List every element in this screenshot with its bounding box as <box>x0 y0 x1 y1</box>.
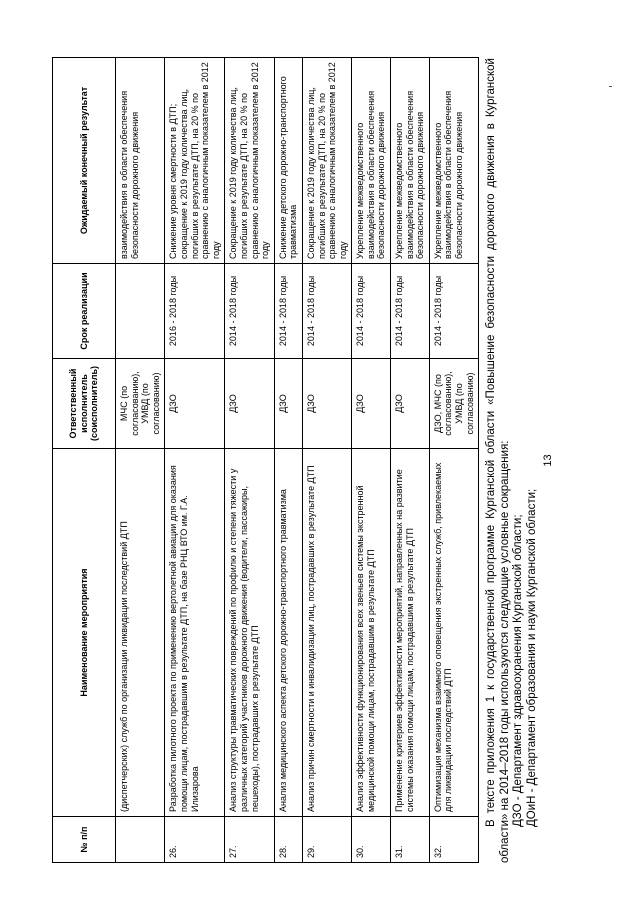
table-row <box>302 58 351 863</box>
cell-num <box>116 817 165 863</box>
cell-name: Анализ медицинского аспекта детского дорожно-транспортного травматизма <box>274 449 302 817</box>
table-row <box>352 58 391 863</box>
rotated-content <box>52 58 592 863</box>
cell-num: 32. <box>429 817 478 863</box>
measures-table <box>52 57 479 863</box>
cell-result: Сокращение к 2019 году количества лиц, погибших в результате ДТП, на 20 % по сравнению с аналогичным показателем в 2012 году <box>302 58 351 264</box>
header-num: № п/п <box>53 817 116 863</box>
header-executor: Ответственный исполнитель (соисполнитель) <box>53 359 116 449</box>
cell-num: 26. <box>165 817 225 863</box>
table-header-row <box>53 58 116 863</box>
cell-num: 30. <box>352 817 391 863</box>
cell-term <box>116 264 165 359</box>
cell-num: 28. <box>274 817 302 863</box>
cell-executor: ДЗО <box>165 359 225 449</box>
cell-num: 31. <box>391 817 430 863</box>
cell-name: Применение критериев эффективности мероприятий, направленных на развитие системы оказания помощи лицам, пострадавшим в результате ДТП <box>391 449 430 817</box>
page-number: 13 <box>542 454 554 467</box>
scan-mark <box>609 86 612 87</box>
cell-result: Сокращение к 2019 году количества лиц, погибших в результате ДТП, на 20 % по сравнению с аналогичным показателем в 2012 году <box>225 58 274 264</box>
header-result: Ожидаемый конечный результат <box>53 58 116 264</box>
table-row <box>225 58 274 863</box>
cell-result: взаимодействия в области обеспечения безопасности дорожного движения <box>116 58 165 264</box>
cell-result: Укрепление межведомственного взаимодействия в области обеспечения безопасности дорожного движения <box>352 58 391 264</box>
cell-name: (диспетчерских) служб по организации ликвидации последствий ДТП <box>116 449 165 817</box>
cell-name: Оптимизация механизма взаимного оповещения экстренных служб, привлекаемых для ликвидации последствий ДТП <box>429 449 478 817</box>
cell-term: 2016 - 2018 годы <box>165 264 225 359</box>
cell-term: 2014 - 2018 годы <box>274 264 302 359</box>
cell-result: Снижение уровня смертности в ДТП; сокращение к 2019 году количества лиц, погибших в результате ДТП, на 20 % по сравнению с аналогичным показателем в 2012 году <box>165 58 225 264</box>
table-row <box>116 58 165 863</box>
cell-num: 27. <box>225 817 274 863</box>
table-row <box>429 58 478 863</box>
cell-result: Укрепление межведомственного взаимодействия в области обеспечения безопасности дорожного движения <box>391 58 430 264</box>
cell-executor: ДЗО <box>302 359 351 449</box>
cell-executor: МЧС (по согласованию), УМВД (по согласованию) <box>116 359 165 449</box>
cell-num: 29. <box>302 817 351 863</box>
table-row <box>391 58 430 863</box>
table-row <box>274 58 302 863</box>
cell-name: Анализ структуры травматических повреждений по профилю и степени тяжести у различных категорий участников дорожного движения (водители, пассажиры, пешеходы), пострадавших в результате ДТП <box>225 449 274 817</box>
cell-executor: ДЗО <box>225 359 274 449</box>
cell-name: Анализ эффективности функционирования всех звеньев системы экстренной медицинской помощи лицам, пострадавшим в результате ДТП <box>352 449 391 817</box>
note-intro: В тексте приложения 1 к государственной программе Курганской области «Повышение безопасности дорожного движения в Курганской области» на 2014–2018 годы используются следующие условные сокращения: <box>485 58 511 863</box>
cell-executor: ДЗО <box>274 359 302 449</box>
header-name: Наименование мероприятия <box>53 449 116 817</box>
cell-executor: ДЗО, МЧС (по согласованию), УМВД (по согласованию) <box>429 359 478 449</box>
cell-executor: ДЗО <box>391 359 430 449</box>
note-abbr-dzo: ДЗО - Департамент здравоохранения Курганской области; <box>512 514 524 827</box>
cell-name: Разработка пилотного проекта по применению вертолетной авиации для оказания помощи лицам, пострадавшим в результате ДТП, на базе РНЦ ВТО им. Г.А. Илизарова <box>165 449 225 817</box>
cell-term: 2014 - 2018 годы <box>391 264 430 359</box>
cell-term: 2014 - 2018 годы <box>225 264 274 359</box>
cell-term: 2014 - 2018 годы <box>352 264 391 359</box>
table-row <box>165 58 225 863</box>
cell-term: 2014 - 2018 годы <box>302 264 351 359</box>
header-term: Срок реализации <box>53 264 116 359</box>
cell-result: Снижение детского дорожно-транспортного травматизма <box>274 58 302 264</box>
abbreviations-note <box>485 58 539 863</box>
note-abbr-doin: ДОиН - Департамент образования и науки Курганской области; <box>525 488 538 827</box>
cell-executor: ДЗО <box>352 359 391 449</box>
cell-result: Укрепление межведомственного взаимодействия в области обеспечения безопасности дорожного движения <box>429 58 478 264</box>
cell-term: 2014 - 2018 годы <box>429 264 478 359</box>
cell-name: Анализ причин смертности и инвалидизации лиц, пострадавших в результате ДТП <box>302 449 351 817</box>
